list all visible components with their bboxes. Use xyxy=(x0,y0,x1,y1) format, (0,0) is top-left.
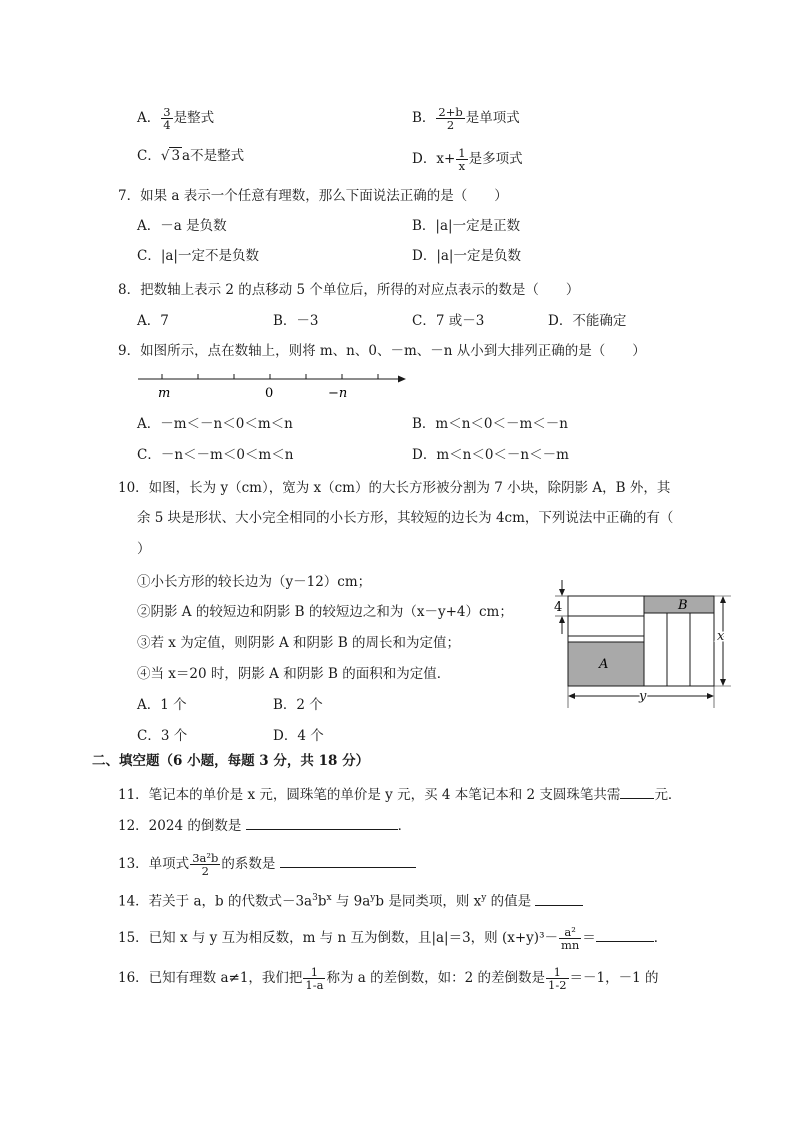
q6-a-fraction: $\frac{3}{4}$ xyxy=(163,105,171,132)
q11: 11．笔记本的单价是 x 元，圆珠笔的单价是 y 元，买 4 本笔记本和 2 支圆珠笔共需 元． xyxy=(118,787,682,803)
q6-b-fraction: $\frac{2+b}{2}$ xyxy=(438,105,463,132)
q10-statement-3: ③若 x 为定值，则阴影 A 和阴影 B 的周长和为定值； xyxy=(137,635,461,651)
q10-statement-2: ②阴影 A 的较短边和阴影 B 的较短边之和为（x－y+4）cm； xyxy=(137,604,513,620)
q13-fraction: $\frac{\text{3a²b}}{2}$ xyxy=(192,851,219,878)
answer-blank xyxy=(596,929,654,942)
q9-option-d: D．m＜n＜0＜－n＜－m xyxy=(412,447,569,463)
q6-option-a: A． $\frac{3}{4}$ 是整式 xyxy=(137,105,215,132)
q6-d-fraction: $\frac{1}{x}$ xyxy=(458,146,466,173)
fig-label-b: B xyxy=(678,598,688,613)
q9-option-b: B．m＜n＜0＜－m＜－n xyxy=(412,416,569,432)
answer-blank xyxy=(246,817,398,830)
number-line-figure xyxy=(130,368,420,402)
q8-stem: 8．把数轴上表示 2 的点移动 5 个单位后，所得的对应点表示的数是（ ） xyxy=(118,282,580,298)
q10-statement-1: ①小长方形的较长边为（y－12）cm； xyxy=(137,574,372,590)
q16-fraction-1: $\frac{1}{1-a}$ xyxy=(305,965,324,992)
q12: 12．2024 的倒数是 ． xyxy=(118,818,412,834)
axis-label-neg-n: −n xyxy=(328,386,348,401)
q15-fraction: $\frac{\text{a²}}{mn}$ xyxy=(560,925,580,952)
answer-blank xyxy=(620,786,654,799)
q8-option-d: D．不能确定 xyxy=(548,313,627,329)
q10-option-b: B．2 个 xyxy=(273,697,323,713)
q16: 16．已知有理数 a≠1，我们把 $\frac{1}{1-a}$ 称为 a 的差倒数，如：2 的差倒数是 $\frac{1}{1-2}$ ＝－1，－1 的 xyxy=(118,965,659,992)
q6-option-c: C．√ 3 a不是整式 xyxy=(137,148,245,164)
answer-blank xyxy=(535,893,583,906)
arrow-up-icon xyxy=(720,596,726,603)
axis-arrow-icon xyxy=(398,376,406,383)
arrow-down-icon xyxy=(559,589,565,596)
q15: 15．已知 x 与 y 互为相反数，m 与 n 互为倒数，且|a|＝3，则 (x+y)³－ $\frac{\text{a²}}{mn}$ ＝ ． xyxy=(118,925,668,952)
q7-option-d: D．|a|一定是负数 xyxy=(412,248,521,264)
axis-ticks xyxy=(162,374,378,379)
q10-stem-line2: 余 5 块是形状、大小完全相同的小长方形，其较短的边长为 4cm，下列说法中正确的有（ xyxy=(137,510,674,526)
q8-option-b: B．－3 xyxy=(273,313,319,329)
section-2-title: 二、填空题（6 小题，每题 3 分，共 18 分） xyxy=(92,753,370,769)
fig-label-x: x xyxy=(717,629,725,644)
q8-option-a: A．7 xyxy=(137,313,169,329)
fig-label-y: y xyxy=(639,689,647,704)
q16-fraction-2: $\frac{1}{1-2}$ xyxy=(548,965,567,992)
arrow-up-icon xyxy=(559,616,565,623)
q9-option-a: A．－m＜－n＜0＜m＜n xyxy=(137,416,293,432)
q9-stem: 9．如图所示，点在数轴上，则将 m、n、0、－m、－n 从小到大排列正确的是（ ） xyxy=(118,343,646,359)
answer-blank xyxy=(280,855,416,868)
q9-option-c: C．－n＜－m＜0＜m＜n xyxy=(137,447,294,463)
fig-label-4: 4 xyxy=(554,600,563,615)
rectangle-figure xyxy=(545,578,765,713)
axis-label-zero: 0 xyxy=(265,386,274,401)
q7-option-b: B．|a|一定是正数 xyxy=(412,218,521,234)
q14: 14．若关于 a，b 的代数式$-3a^3b^x$ 与 $9a^yb$ 是同类项，则 $x^y$ 的值是 xyxy=(118,889,583,911)
arrow-left-icon xyxy=(568,693,575,699)
arrow-right-icon xyxy=(707,693,714,699)
q8-option-c: C．7 或－3 xyxy=(412,313,485,329)
q10-option-d: D．4 个 xyxy=(273,728,324,744)
q10-stem-line3: ） xyxy=(137,541,151,557)
q13: 13．单项式 $\frac{\text{3a²b}}{2}$ 的系数是 xyxy=(118,852,416,877)
q10-option-a: A．1 个 xyxy=(137,697,187,713)
q10-stem-line1: 10．如图，长为 y（cm），宽为 x（cm）的大长方形被分割为 7 小块，除阴影 A，B 外，其 xyxy=(118,480,671,496)
q7-option-c: C．|a|一定不是负数 xyxy=(137,248,259,264)
q7-option-a: A．－a 是负数 xyxy=(137,218,227,234)
q6-option-d: D．x+ $\frac{1}{x}$ 是多项式 xyxy=(412,146,523,173)
arrow-down-icon xyxy=(720,679,726,686)
q6-option-b: B． $\frac{2+b}{2}$ 是单项式 xyxy=(412,105,520,132)
fig-label-a: A xyxy=(599,657,609,672)
axis-label-m: m xyxy=(158,386,171,401)
q10-statement-4: ④当 x＝20 时，阴影 A 和阴影 B 的面积和为定值． xyxy=(137,666,451,682)
sqrt-symbol: √ 3 xyxy=(160,148,181,164)
q7-stem: 7．如果 a 表示一个任意有理数，那么下面说法正确的是（ ） xyxy=(118,188,508,204)
q10-option-c: C．3 个 xyxy=(137,728,188,744)
